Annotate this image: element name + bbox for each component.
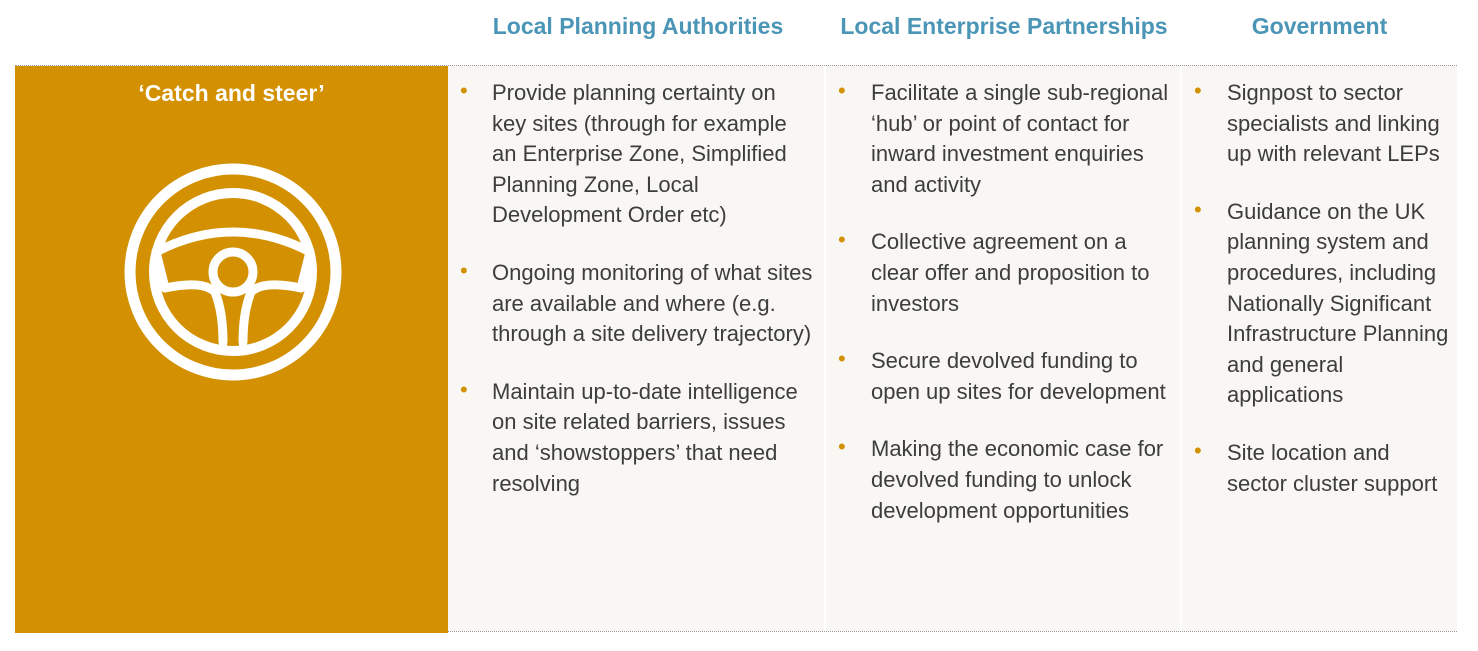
gov-list xyxy=(1182,78,1457,499)
bullet-icon: • xyxy=(460,78,468,103)
list-item: • Ongoing monitoring of what sites are available and where (e.g. through a site delivery trajectory) xyxy=(460,257,813,347)
steering-wheel-icon xyxy=(123,162,343,382)
column-header-local-enterprise-partnerships: Local Enterprise Partnerships xyxy=(840,13,1168,39)
cell-local-planning-authorities xyxy=(448,66,824,631)
lep-list xyxy=(826,78,1180,526)
cell-government xyxy=(1182,66,1457,631)
list-item: • Secure devolved funding to open up sites for development xyxy=(838,346,1166,404)
bullet-icon: • xyxy=(460,257,468,283)
list-item: • Maintain up-to-date intelligence on site related barriers, issues and ‘showstoppers’ that need resolving xyxy=(460,376,798,496)
bullet-icon: • xyxy=(1194,78,1202,103)
list-item: • Facilitate a single sub-regional ‘hub’ or point of contact for inward investment enquiries and activity xyxy=(838,78,1169,197)
bullet-icon: • xyxy=(838,78,846,103)
bullet-icon: • xyxy=(838,434,846,460)
list-item: • Site location and sector cluster support xyxy=(1194,437,1438,496)
bullet-icon: • xyxy=(838,346,846,372)
column-header-government: Government xyxy=(1251,13,1388,39)
bullet-icon: • xyxy=(460,376,468,402)
list-item: • Guidance on the UK planning system and procedures, including Nationally Significant Infrastructure Planning and general applications xyxy=(1194,196,1449,408)
list-item: • Provide planning certainty on key sites (through for example an Enterprise Zone, Simplified Planning Zone, Local Development Order etc) xyxy=(460,78,787,228)
column-header-local-planning-authorities: Local Planning Authorities xyxy=(492,13,784,39)
lpa-list xyxy=(448,78,824,499)
table-row-catch-and-steer xyxy=(15,65,1457,632)
table-header xyxy=(0,0,1478,60)
bullet-icon: • xyxy=(1194,437,1202,463)
bullet-icon: • xyxy=(1194,196,1202,222)
row-label: ‘Catch and steer’ xyxy=(138,80,325,106)
list-item: • Signpost to sector specialists and linking up with relevant LEPs xyxy=(1194,78,1440,167)
list-item: • Making the economic case for devolved funding to unlock development opportunities xyxy=(838,434,1164,523)
bullet-icon: • xyxy=(838,227,846,253)
cell-local-enterprise-partnerships xyxy=(826,66,1180,631)
row-label-cell xyxy=(15,66,448,633)
list-item: • Collective agreement on a clear offer and proposition to investors xyxy=(838,227,1150,316)
